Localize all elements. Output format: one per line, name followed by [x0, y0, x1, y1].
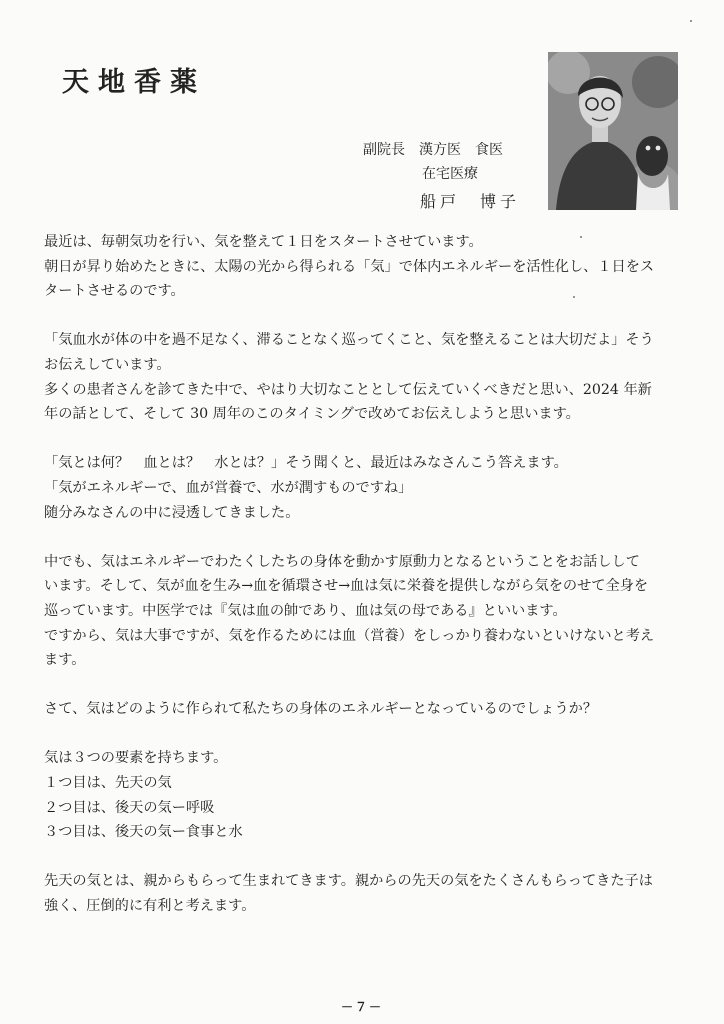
paragraph-gap: [44, 525, 684, 550]
author-role-line1: 副院長 漢方医 食医: [363, 142, 503, 158]
article-title: 天地香薬: [62, 67, 206, 98]
body-line: 随分みなさんの中に浸透してきました。: [44, 504, 300, 521]
body-line: 多くの患者さんを診てきた中で、やはり大切なこととして伝えていくべきだと思い、2024 年新: [44, 381, 652, 398]
paragraph-gap: [44, 845, 684, 870]
body-line: 気は３つの要素を持ちます。: [44, 750, 228, 767]
body-line: ですから、気は大事ですが、気を作るためには血（営養）をしっかり養わないといけないと考え: [44, 627, 655, 644]
author-role-line2: 在宅医療: [422, 166, 478, 182]
body-line: お伝えしています。: [44, 356, 171, 373]
body-line: 「気血水が体の中を過不足なく、滞ることなく巡ってくこと、気を整えることは大切だよ」そう: [44, 332, 654, 349]
scan-speck: [573, 296, 575, 298]
paragraph-gap: [44, 304, 684, 329]
body-line: ３つ目は、後天の気ー食事と水: [44, 824, 243, 841]
scan-speck: [580, 236, 582, 238]
body-line: １つ目は、先天の気: [44, 775, 172, 792]
body-line: 「気がエネルギーで、血が営養で、水が潤すものですね」: [44, 479, 413, 496]
body-line: 先天の気とは、親からもらって生まれてきます。親からの先天の気をたくさんもらってきた子は: [44, 873, 653, 890]
body-line: 強く、圧倒的に有利と考えます。: [44, 898, 256, 915]
body-line: 朝日が昇り始めたときに、太陽の光から得られる「気」で体内エネルギーを活性化し、１日をス: [44, 258, 655, 275]
body-line: 巡っています。中医学では『気は血の帥であり、血は気の母である』といいます。: [44, 602, 567, 619]
page-number: －７－: [340, 1000, 383, 1014]
author-name: 船戸 博子: [420, 192, 521, 211]
paragraph-gap: [44, 722, 684, 747]
scan-speck: [690, 20, 692, 22]
body-line: タートさせるのです。: [44, 283, 185, 300]
body-line: います。そして、気が血を生み→血を循環させ→血は気に栄養を提供しながら気をのせて全身を: [44, 578, 649, 595]
body-line: 年の話として、そして 30 周年のこのタイミングで改めてお伝えしようと思います。: [44, 406, 580, 423]
body-line: ２つ目は、後天の気ー呼吸: [44, 799, 215, 816]
body-line: ます。: [44, 652, 86, 669]
body-line: 中でも、気はエネルギーでわたくしたちの身体を動かす原動力となるということをお話しして: [44, 553, 640, 570]
paragraph-gap: [44, 427, 684, 452]
body-line: さて、気はどのように作られて私たちの身体のエネルギーとなっているのでしょうか？: [44, 701, 598, 718]
body-line: 最近は、毎朝気功を行い、気を整えて１日をスタートさせています。: [44, 234, 483, 250]
body-line: 「気とは何？ 血とは？ 水とは？」そう聞くと、最近はみなさんこう答えます。: [44, 455, 568, 472]
paragraph-gap: [44, 673, 684, 698]
author-photo: [548, 52, 678, 210]
article-body: [44, 230, 684, 919]
